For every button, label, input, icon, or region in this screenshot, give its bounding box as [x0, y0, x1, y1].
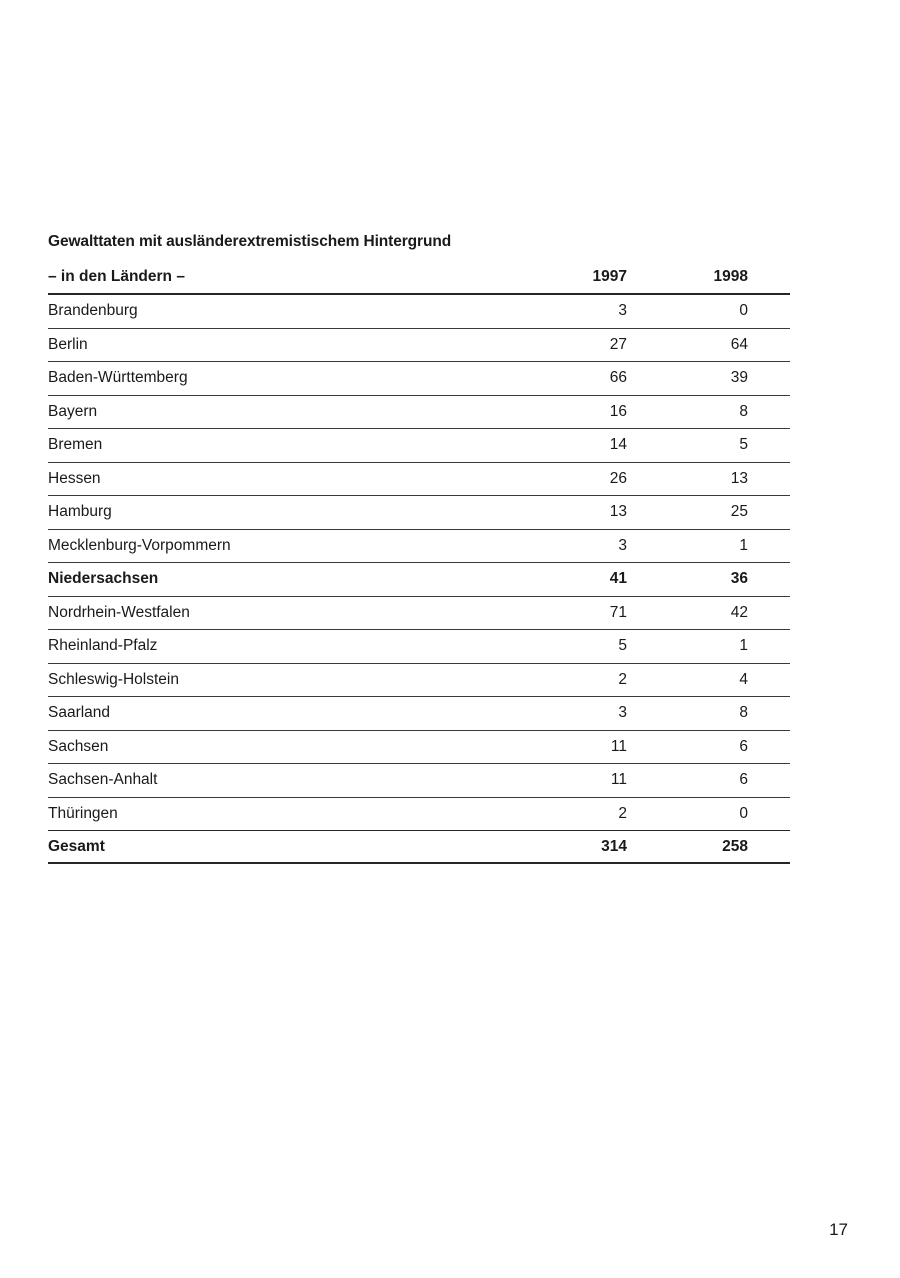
- land-name: Bremen: [48, 436, 103, 454]
- table-row: [48, 630, 790, 664]
- value-1997: 3: [618, 536, 627, 554]
- value-1998: 1: [739, 637, 748, 655]
- value-1998: 64: [730, 335, 748, 353]
- value-1998: 6: [739, 737, 748, 755]
- land-name: Sachsen-Anhalt: [48, 771, 158, 789]
- value-1998: 8: [739, 704, 748, 722]
- table-row: [48, 429, 790, 463]
- column-header-1997: 1997: [592, 268, 627, 285]
- total-label: Gesamt: [48, 837, 105, 855]
- value-1998: 25: [730, 503, 748, 521]
- table-header-row: [48, 252, 790, 295]
- value-1998: 8: [739, 402, 748, 420]
- value-1998: 0: [739, 804, 748, 822]
- value-1997: 2: [618, 804, 627, 822]
- value-1997: 14: [609, 436, 627, 454]
- value-1998: 36: [730, 570, 748, 588]
- land-name: Rheinland-Pfalz: [48, 637, 158, 655]
- value-1997: 5: [618, 637, 627, 655]
- value-1997: 26: [609, 469, 627, 487]
- land-name: Schleswig-Holstein: [48, 670, 179, 688]
- value-1998: 6: [739, 771, 748, 789]
- value-1998: 39: [730, 369, 748, 387]
- land-name: Berlin: [48, 335, 88, 353]
- table-row: [48, 329, 790, 363]
- value-1997: 66: [609, 369, 627, 387]
- table-row: [48, 764, 790, 798]
- value-1998: 4: [739, 670, 748, 688]
- value-1997: 3: [618, 302, 627, 320]
- table-subtitle: – in den Ländern –: [48, 268, 185, 285]
- laender-table: [48, 232, 790, 864]
- total-value-1997: 314: [601, 837, 627, 855]
- value-1997: 13: [609, 503, 627, 521]
- value-1998: 5: [739, 436, 748, 454]
- value-1997: 11: [610, 771, 627, 789]
- value-1997: 71: [609, 603, 627, 621]
- table-row: [48, 563, 790, 597]
- value-1998: 0: [739, 302, 748, 320]
- table-row: [48, 798, 790, 832]
- land-name: Baden-Württemberg: [48, 369, 188, 387]
- page-number: 17: [829, 1220, 848, 1239]
- value-1998: 42: [730, 603, 748, 621]
- column-header-1998: 1998: [713, 268, 748, 285]
- value-1997: 2: [618, 670, 627, 688]
- table-row: [48, 396, 790, 430]
- land-name: Bayern: [48, 402, 98, 420]
- land-name: Saarland: [48, 704, 111, 722]
- table-row: [48, 496, 790, 530]
- table-row: [48, 731, 790, 765]
- table-row: [48, 530, 790, 564]
- land-name: Thüringen: [48, 804, 118, 822]
- total-value-1998: 258: [722, 837, 748, 855]
- table-body: [48, 295, 790, 831]
- table-row: [48, 463, 790, 497]
- value-1997: 41: [609, 570, 627, 588]
- land-name: Brandenburg: [48, 302, 138, 320]
- table-row: [48, 664, 790, 698]
- table-row: [48, 362, 790, 396]
- table-row: [48, 295, 790, 329]
- value-1997: 11: [610, 737, 627, 755]
- value-1998: 13: [730, 469, 748, 487]
- land-name: Sachsen: [48, 737, 109, 755]
- table-row: [48, 697, 790, 731]
- land-name: Mecklenburg-Vorpommern: [48, 536, 231, 554]
- land-name: Hessen: [48, 469, 101, 487]
- land-name: Niedersachsen: [48, 570, 159, 588]
- value-1997: 27: [609, 335, 627, 353]
- table-title: Gewalttaten mit ausländerextremistischem Hintergrund: [48, 233, 452, 250]
- table-total-row: [48, 830, 790, 864]
- table-row: [48, 597, 790, 631]
- value-1997: 3: [618, 704, 627, 722]
- value-1997: 16: [609, 402, 627, 420]
- land-name: Hamburg: [48, 503, 112, 521]
- value-1998: 1: [739, 536, 748, 554]
- land-name: Nordrhein-Westfalen: [48, 603, 190, 621]
